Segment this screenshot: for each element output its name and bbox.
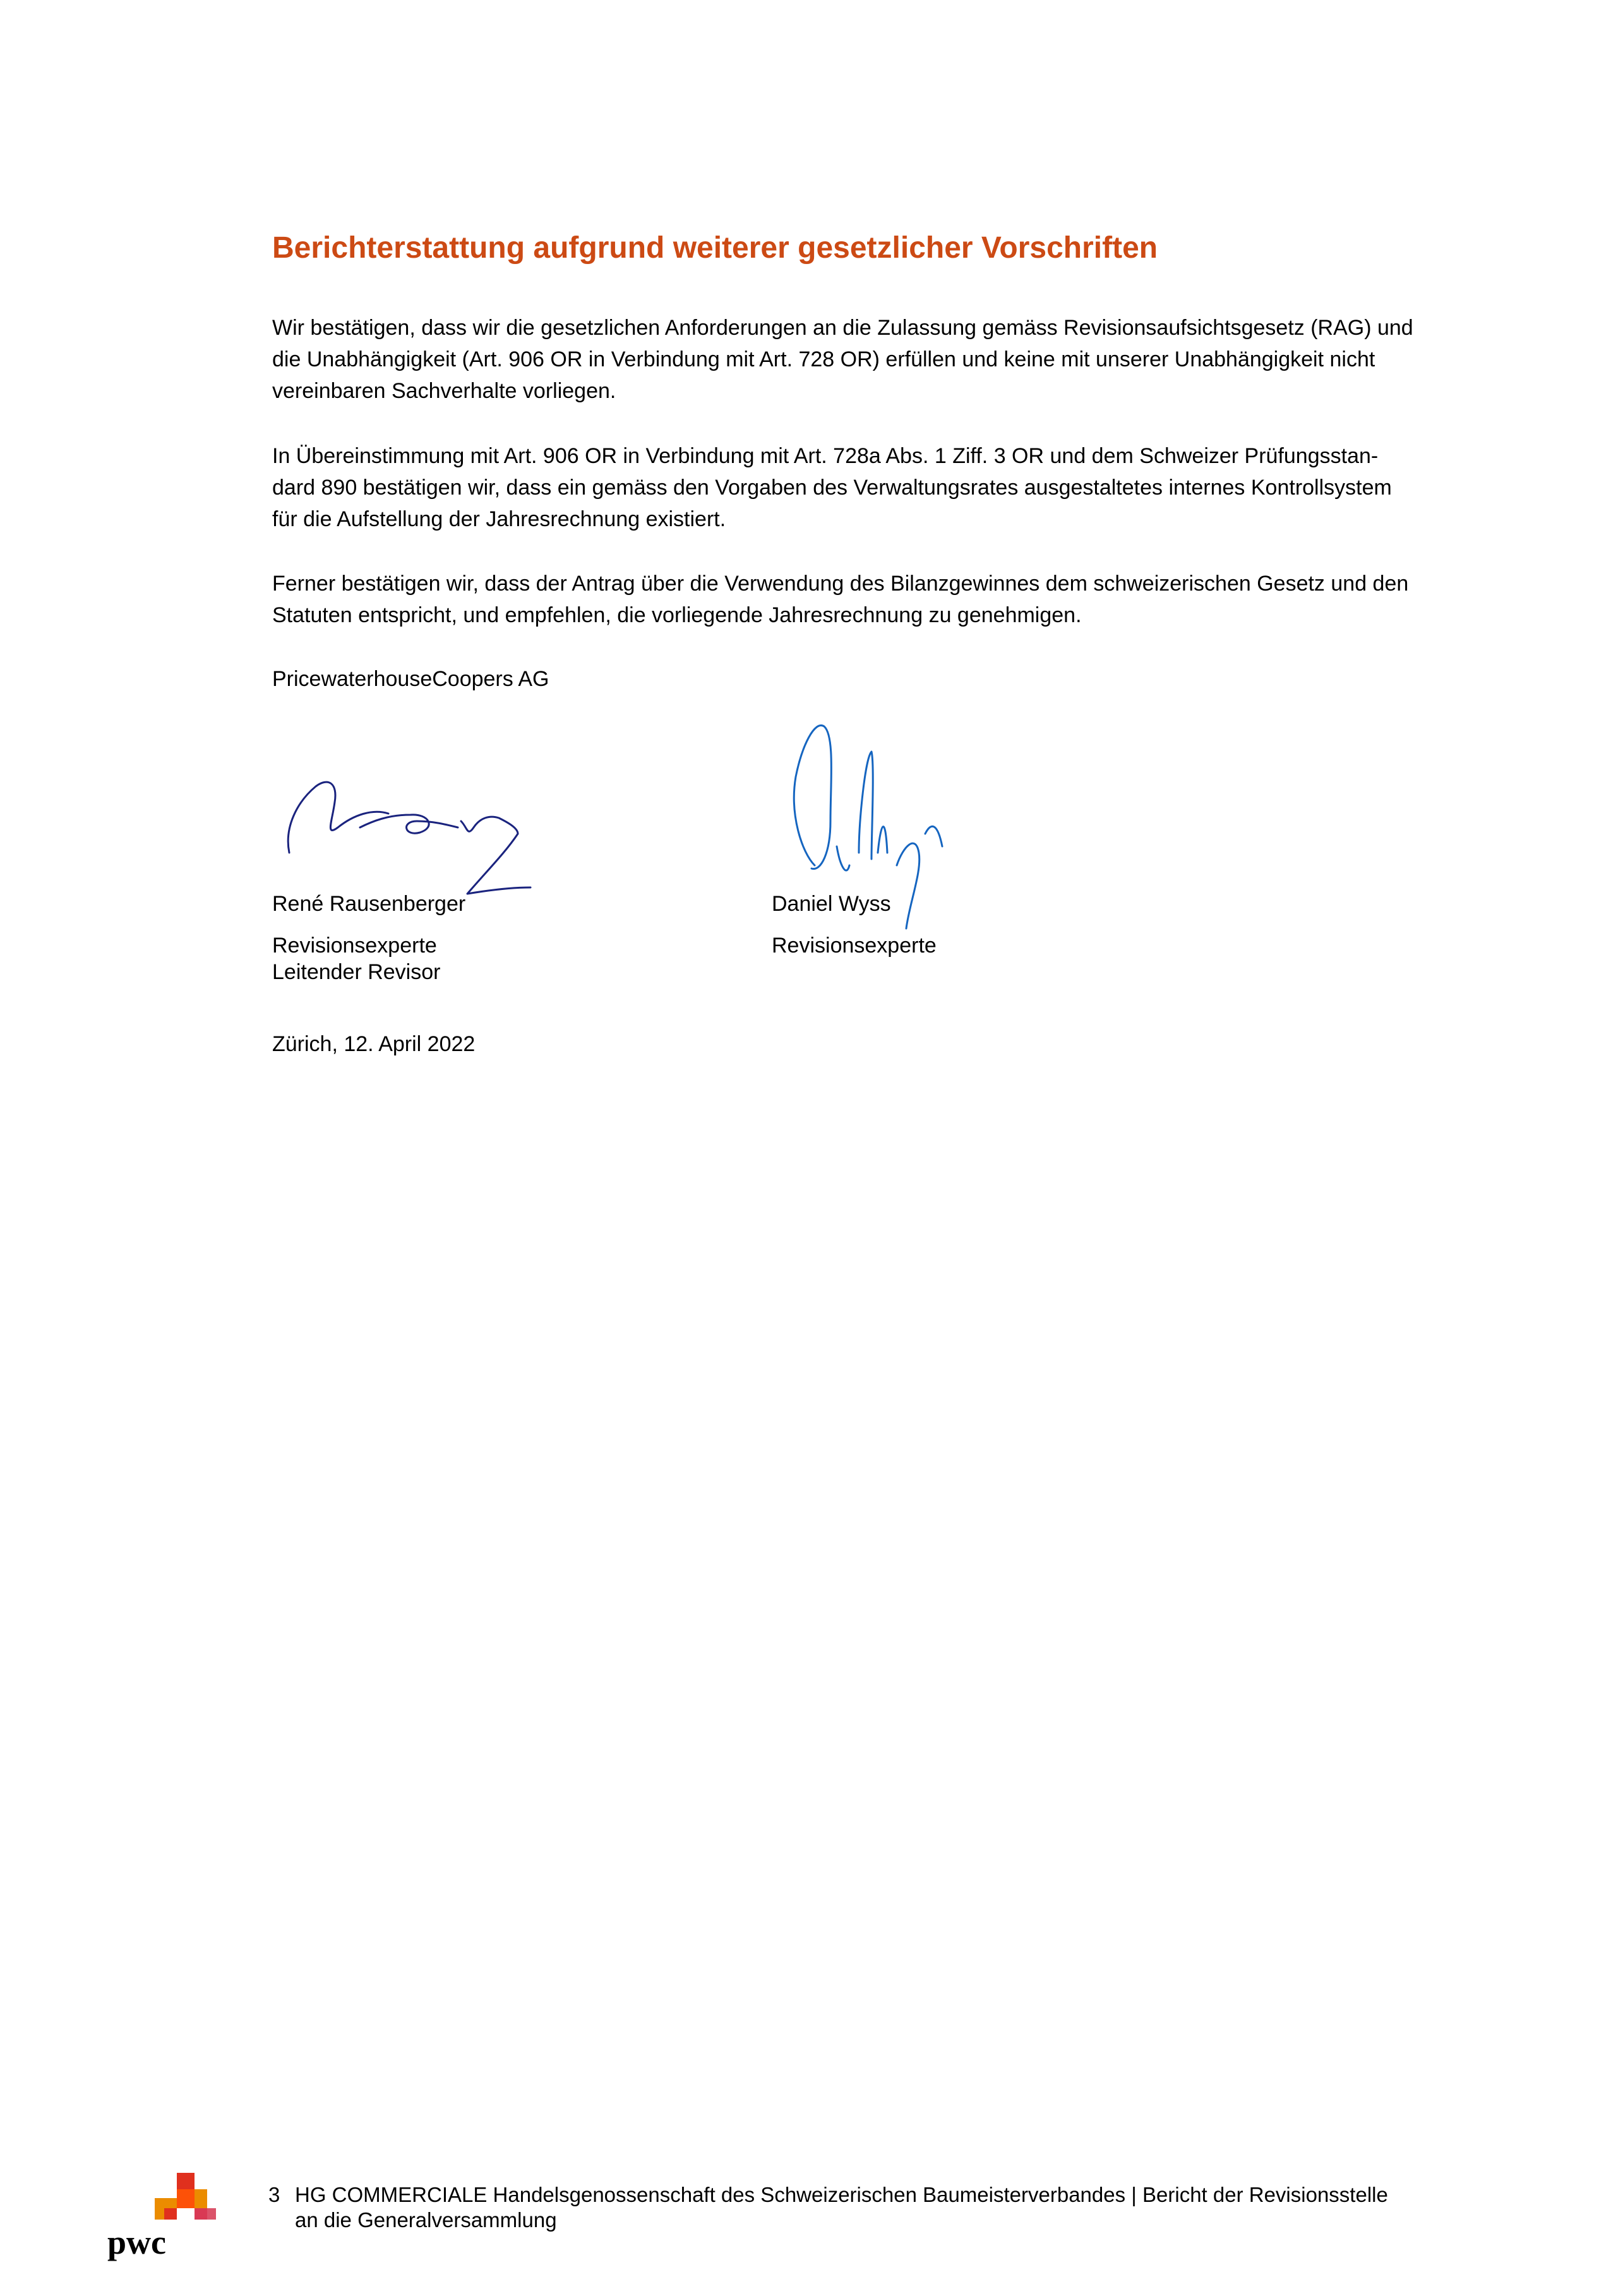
text-line: Ferner bestätigen wir, dass der Antrag über die Verwendung des Bilanzgewinnes dem schweizerischen Gesetz und den bbox=[272, 572, 1409, 596]
footer-line: an die Generalversammlung bbox=[295, 2208, 557, 2232]
text-line: Wir bestätigen, dass wir die gesetzlichen Anforderungen an die Zulassung gemäss Revisionsaufsichtsgesetz (RAG) und bbox=[272, 316, 1413, 340]
signer-name: René Rausenberger bbox=[272, 892, 466, 916]
page-heading: Berichterstattung aufgrund weiterer gesetzlicher Vorschriften bbox=[272, 231, 1158, 265]
paragraph-independence bbox=[272, 312, 1535, 407]
text-line: Statuten entspricht, und empfehlen, die vorliegende Jahresrechnung zu genehmigen. bbox=[272, 603, 1082, 627]
signer-role: Revisionsexperte bbox=[272, 934, 437, 958]
paragraph-internal-control bbox=[272, 440, 1535, 535]
pwc-logo bbox=[104, 2173, 224, 2261]
signer-role-secondary: Leitender Revisor bbox=[272, 960, 441, 984]
footer-line: HG COMMERCIALE Handelsgenossenschaft des Schweizerischen Baumeisterverbandes | Bericht der Revisionsstelle bbox=[295, 2183, 1388, 2206]
signer-block-wyss bbox=[772, 891, 937, 959]
footer-text bbox=[295, 2182, 1388, 2233]
text-line: für die Aufstellung der Jahresrechnung existiert. bbox=[272, 507, 726, 531]
page-number: 3 bbox=[268, 2183, 280, 2206]
text-line: die Unabhängigkeit (Art. 906 OR in Verbindung mit Art. 728 OR) erfüllen und keine mit unserer Unabhängigkeit nicht bbox=[272, 347, 1375, 371]
company-name: PricewaterhouseCoopers AG bbox=[272, 667, 549, 691]
signer-name: Daniel Wyss bbox=[772, 892, 891, 916]
signer-block-rausenberger bbox=[272, 891, 465, 985]
text-line: dard 890 bestätigen wir, dass ein gemäss den Vorgaben des Verwaltungsrates ausgestaltetes internes Kontrollsystem bbox=[272, 476, 1392, 500]
text-line: In Übereinstimmung mit Art. 906 OR in Verbindung mit Art. 728a Abs. 1 Ziff. 3 OR und dem Schweizer Prüfungsstan- bbox=[272, 444, 1379, 468]
place-date: Zürich, 12. April 2022 bbox=[272, 1032, 476, 1056]
text-line: vereinbaren Sachverhalte vorliegen. bbox=[272, 379, 616, 403]
paragraph-recommendation bbox=[272, 568, 1535, 631]
svg-text:pwc: pwc bbox=[107, 2223, 166, 2261]
signer-role: Revisionsexperte bbox=[772, 934, 937, 958]
